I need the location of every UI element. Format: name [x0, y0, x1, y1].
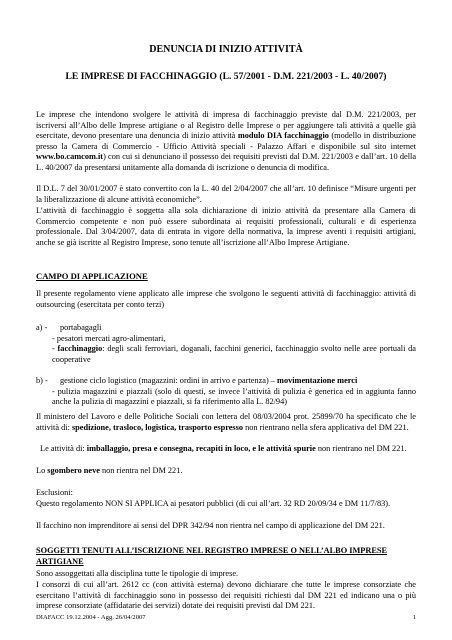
footer-doc-ref: DIAFACC 19.12.2004 - Agg. 26/04/2007	[36, 614, 146, 621]
soggetti-paragraph-1: Sono assoggettati alla disciplina tutte le tipologie di imprese.	[36, 569, 239, 578]
text-span: Lo	[36, 466, 48, 475]
document-subtitle: LE IMPRESE DI FACCHINAGGIO (L. 57/2001 - D.M. 221/2003 - L. 40/2007)	[65, 71, 387, 82]
document-title: DENUNCIA DI INIZIO ATTIVITÀ	[149, 44, 303, 55]
esclusioni-label: Esclusioni:	[36, 488, 73, 497]
campo-paragraph-2	[36, 412, 416, 433]
text-span: Il ministero del Lavoro e delle Politiche Sociali con lettera del 08/03/2004 prot. 25899/70 ha specificato che le attività di:	[36, 412, 416, 432]
text-span: Le attività di:	[40, 444, 87, 453]
list-item	[36, 344, 416, 365]
list-item-text	[36, 376, 416, 387]
text-span: non rientra nel DM 221.	[99, 466, 183, 475]
page-footer	[36, 614, 416, 621]
campo-paragraph-3	[36, 444, 416, 455]
text-span: ) con cui si denunciano il possesso dei requisiti previsti dal D.M. 221/2003 e dall’art. 10 della L. 40/2007 da presentarsi unitamente alla domanda di iscrizione o denuncia di modifica.	[36, 152, 416, 172]
list-item	[36, 323, 416, 334]
text-bold: imballaggio, presa e consegna, recapiti in loco, e le attività spurie	[86, 444, 316, 453]
list-label-a: a) -	[36, 323, 48, 332]
website-link[interactable]: www.bo.camcom.it	[36, 152, 104, 162]
text-span: non rientrano nella sfera applicativa del DM 221.	[243, 422, 409, 432]
intro-paragraph-3: L’attività di facchinaggio è soggetta alla sola dichiarazione di inizio attività da presentare alla Camera di Commercio competente e non può essere subordinata ai requisiti professionali, culturali e di esperienza professionale. Dal 3/04/2007, data di entrata in vigore della normativa, la imprese aventi i requisiti artigiani, anche se già iscritte al Registro Imprese, sono tenute all’iscrizione all’Albo Imprese Artigiane.	[36, 206, 416, 247]
text-span: (modello in distribuzione presso la Camera di Commercio - Ufficio Attività speciali - Palazzo Affari e disponibile sul sito internet	[36, 131, 416, 151]
text-span: gestione ciclo logistico (magazzini: ordini in arrivo e partenza) –	[60, 376, 278, 385]
campo-paragraph-6: Il facchino non imprenditore ai sensi del DPR 342/94 non rientra nel campo di applicazione del DM 221.	[36, 521, 385, 530]
text-span: : degli scali ferroviari, doganali, facchini generici, facchinaggio svolto nelle aree portuali da cooperative	[52, 344, 416, 364]
text-span: -	[52, 344, 58, 354]
list-item-text: portabagagli	[60, 323, 102, 332]
list-item: - pulizia magazzini e piazzali (solo di questi, se invece l’attività di pulizia è generica ed in aggiunta fanno anche la pulizia di magazzini e piazzali, si fa riferimento alla L. 82/94)	[52, 386, 416, 407]
text-bold: sgombero neve	[47, 466, 100, 475]
list-item	[36, 376, 416, 387]
text-bold: movimentazione merci	[277, 376, 358, 385]
campo-paragraph-5: Questo regolamento NON SI APPLICA ai pesatori pubblici (di cui all’art. 32 RD 20/09/34 e DM 11/7/83).	[36, 499, 391, 508]
text-span: non rientrano nel DM 221.	[315, 444, 407, 453]
campo-paragraph-4	[36, 466, 416, 477]
modulo-dia-facchinaggio: modulo DIA facchinaggio	[237, 131, 329, 141]
list-a	[36, 323, 416, 365]
section-heading-campo: CAMPO DI APPLICAZIONE	[36, 271, 148, 281]
text-bold: facchinaggio	[57, 344, 103, 354]
list-b	[36, 376, 416, 408]
text-bold: spedizione, trasloco, logistica, trasporto espresso	[71, 422, 244, 432]
list-item: - pesatori mercati agro-alimentari,	[52, 333, 166, 343]
intro-paragraph-1	[36, 110, 416, 174]
section-heading-soggetti: SOGGETTI TENUTI ALL’ISCRIZIONE NEL REGISTRO IMPRESE O NELL’ALBO IMPRESE ARTIGIANE	[36, 546, 388, 566]
list-label-b: b) -	[36, 376, 48, 385]
campo-paragraph-1: Il presente regolamento viene applicato alle imprese che svolgono le seguenti attività di facchinaggio: attività di outsourcing (esercitata per conto terzi)	[36, 289, 416, 309]
page-number: 1	[412, 614, 416, 621]
text-span: Le imprese che intendono svolgere le attività di impresa di facchinaggio previste dal D.M. 221/2003, per iscriversi all’Albo delle Imprese artigiane o al Registro delle Imprese o per aggiungere tali attività a quelle già esercitate, devono presentare una denuncia di inizio attività	[36, 110, 416, 141]
intro-paragraph-2: Il D.L. 7 del 30/01/2007 è stato convertito con la L. 40 del 2/04/2007 che all’art. 10 definisce “Misure urgenti per la liberalizzazione di alcune attività economiche”.	[36, 184, 416, 204]
soggetti-paragraph-2: I consorzi di cui all’art. 2612 cc (con attività esterna) devono dichiarare che tutte le imprese consorziate che esercitano l’attività di facchinaggio sono in possesso dei requisiti richiesti dal DM 221 ed indicano una o più imprese consorziate (affidatarie dei servizi) dotate dei requisiti previsti dal DM 221.	[36, 580, 416, 611]
